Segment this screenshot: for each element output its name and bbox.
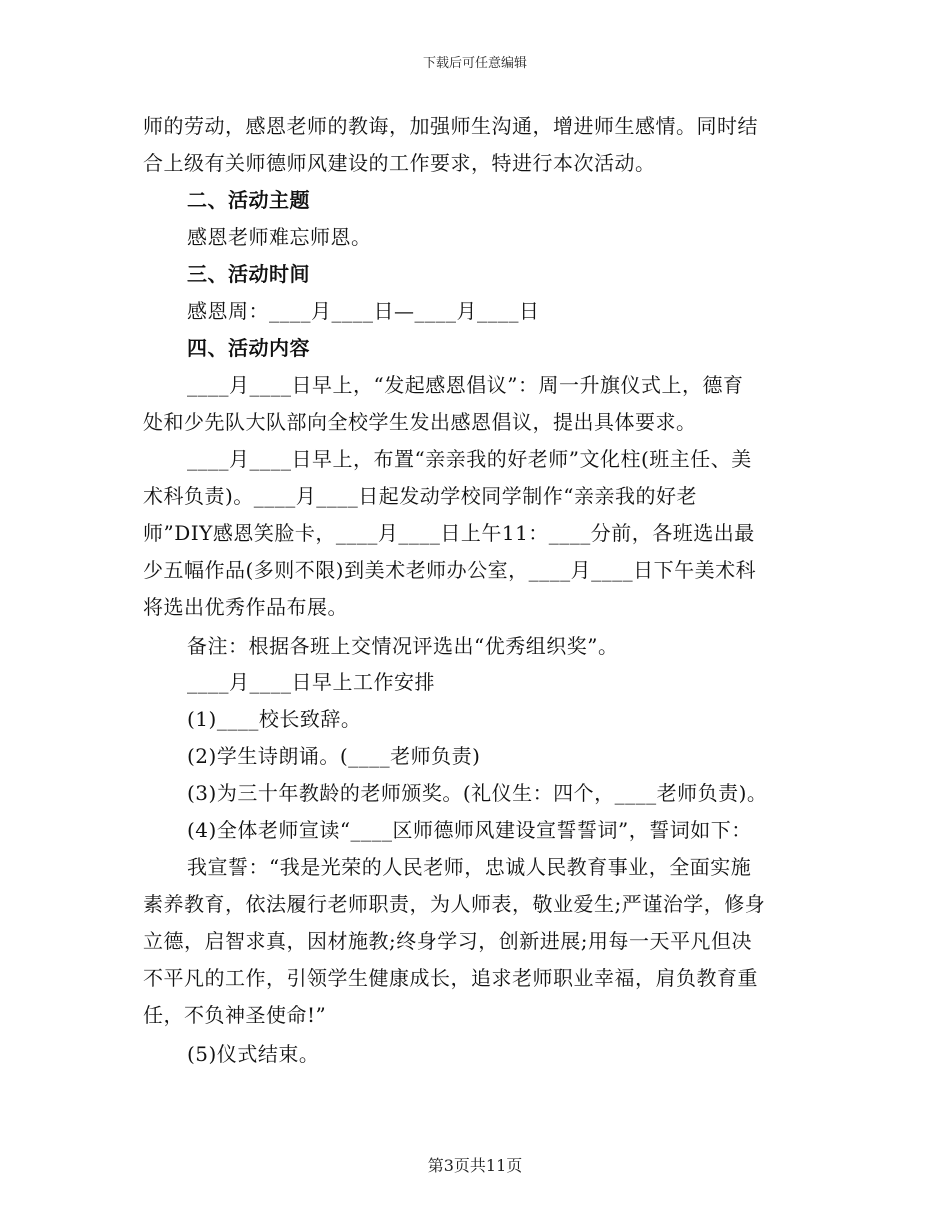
paragraph-line: 立德，启智求真，因材施教;终身学习，创新进展;用每一天平凡但决 bbox=[143, 929, 752, 953]
paragraph-line: 我宣誓：“我是光荣的人民老师，忠诚人民教育事业，全面实施 bbox=[187, 855, 752, 879]
paragraph-line: 处和少先队大队部向全校学生发出感恩倡议，提出具体要求。 bbox=[143, 410, 697, 434]
section-heading: 四、活动内容 bbox=[187, 336, 310, 360]
paragraph-line: ____月____日早上工作安排 bbox=[187, 670, 435, 694]
paragraph-line: 师”DIY感恩笑脸卡，____月____日上午11：____分前，各班选出最 bbox=[143, 521, 755, 545]
list-item: (3)为三十年教龄的老师颁奖。(礼仪生：四个，____老师负责)。 bbox=[187, 781, 768, 805]
list-item: (5)仪式结束。 bbox=[187, 1042, 320, 1066]
paragraph-line: 合上级有关师德师风建设的工作要求，特进行本次活动。 bbox=[143, 151, 656, 175]
paragraph-line: 将选出优秀作品布展。 bbox=[143, 595, 348, 619]
paragraph-line: 少五幅作品(多则不限)到美术老师办公室，____月____日下午美术科 bbox=[143, 558, 757, 582]
paragraph-line: 不平凡的工作，引领学生健康成长，追求老师职业幸福，肩负教育重 bbox=[143, 966, 758, 990]
paragraph-line: 备注：根据各班上交情况评选出“优秀组织奖”。 bbox=[187, 634, 619, 658]
paragraph-line: 感恩老师难忘师恩。 bbox=[187, 225, 372, 249]
paragraph-line: 素养教育，依法履行老师职责，为人师表，敬业爱生;严谨治学，修身 bbox=[143, 892, 766, 916]
list-item: (2)学生诗朗诵。(____老师负责) bbox=[187, 744, 481, 768]
paragraph-line: 术科负责)。____月____日起发动学校同学制作“亲亲我的好老 bbox=[143, 484, 698, 508]
page-header: 下载后可任意编辑 bbox=[422, 56, 527, 71]
section-heading: 三、活动时间 bbox=[187, 262, 310, 286]
paragraph-line: ____月____日早上，“发起感恩倡议”：周一升旗仪式上，德育 bbox=[187, 373, 744, 397]
paragraph-line: 感恩周：____月____日—____月____日 bbox=[187, 299, 540, 323]
list-item: (1)____校长致辞。 bbox=[187, 707, 362, 731]
page-footer: 第3页共11页 bbox=[427, 1156, 523, 1175]
list-item: (4)全体老师宣读“____区师德师风建设宣誓誓词”，誓词如下： bbox=[187, 818, 752, 842]
paragraph-line: 师的劳动，感恩老师的教诲，加强师生沟通，增进师生感情。同时结 bbox=[143, 114, 758, 138]
paragraph-line: ____月____日早上，布置“亲亲我的好老师”文化柱(班主任、美 bbox=[187, 447, 752, 471]
section-heading: 二、活动主题 bbox=[187, 188, 310, 212]
paragraph-line: 任，不负神圣使命!” bbox=[143, 1003, 327, 1027]
